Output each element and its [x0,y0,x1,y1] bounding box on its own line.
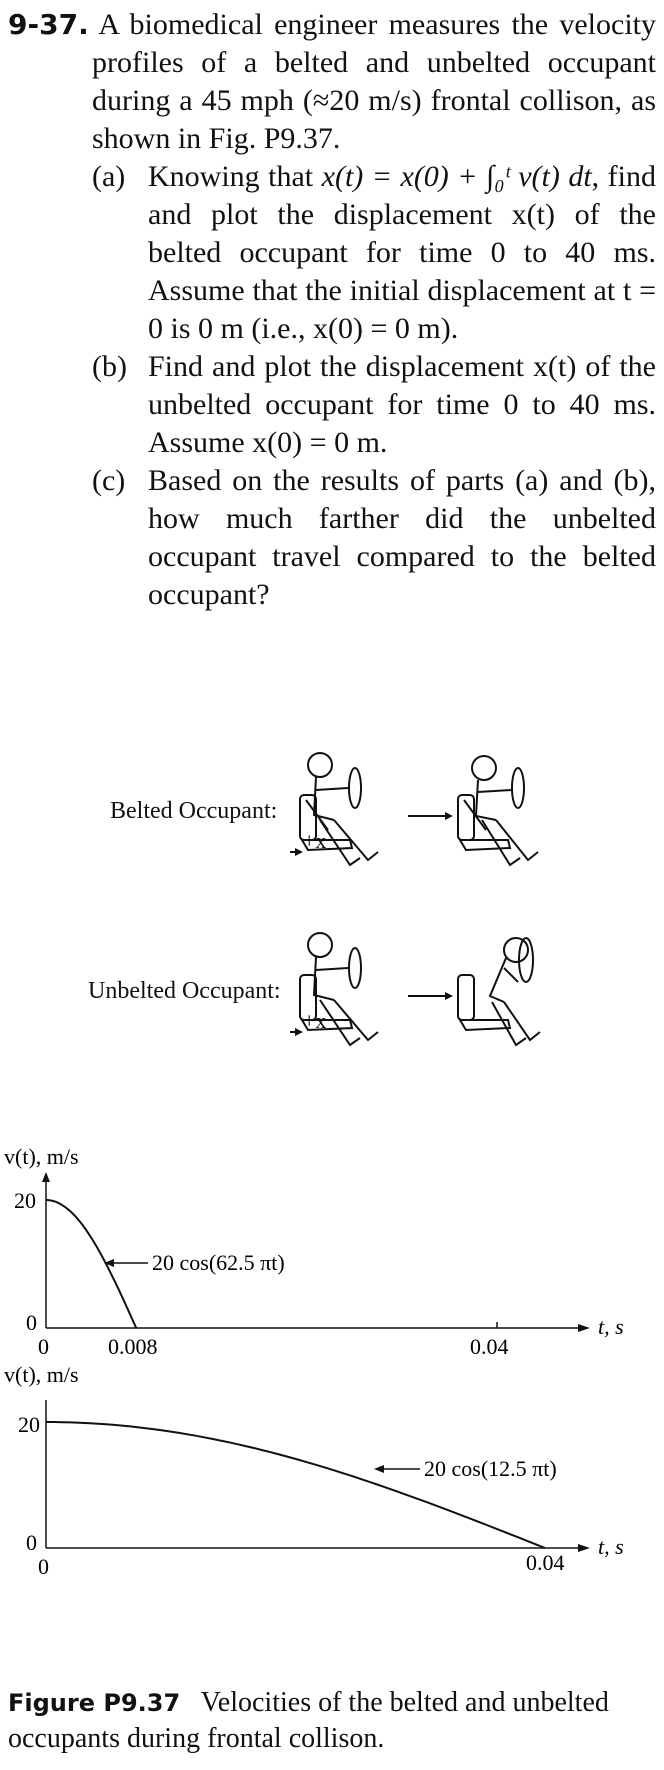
chart-belted-velocity [0,1140,664,1360]
chart2-xtick-004: 0.04 [526,1550,565,1575]
chart2-curve-label: 20 cos(12.5 πt) [424,1456,557,1481]
chart1-curve-label: 20 cos(62.5 πt) [152,1250,285,1275]
chart1-x-axis-arrow [578,1324,590,1332]
chart2-xtick-0: 0 [38,1554,49,1579]
chart2-curve [46,1422,545,1548]
chart1-ylabel: v(t), m/s [4,1144,79,1169]
chart1-xtick-0: 0 [38,1334,49,1359]
chart2-x-axis-arrow [578,1544,590,1552]
chart1-xtick-0008: 0.008 [108,1334,158,1359]
chart-unbelted-velocity [0,1360,664,1580]
part-b-text: Find and plot the displacement x(t) of the unbelted occupant for time 0 to 40 ms. Assume x(0) = 0 m. [148,350,656,459]
part-b [8,348,656,462]
part-a [8,158,656,348]
chart2-ylabel: v(t), m/s [4,1362,79,1387]
part-c-label: (c) [92,464,126,497]
chart1-xlabel: t, s [598,1314,624,1339]
unbelted-axis-label: +x [303,1008,327,1033]
part-a-formula: x(t) = x(0) + ∫₀ᵗ v(t) dt [321,160,592,193]
part-a-text-before: Knowing that [148,160,322,193]
caption-text: Velocities of the belted and unbelted occupants during frontal collison. [8,1687,609,1754]
part-c-text: Based on the results of parts (a) and (b), how much farther did the unbelted occupant travel compared to the belted occupant? [148,464,656,611]
belted-label: Belted Occupant: [110,798,278,824]
part-c [8,462,656,614]
unbelted-occupant-after-icon [458,938,540,1045]
belted-occupant-after-icon [458,756,538,865]
chart1-curve [46,1200,136,1328]
chart1-ytick-20: 20 [14,1188,36,1213]
part-b-label: (b) [92,350,127,383]
chart2-xlabel: t, s [598,1534,624,1559]
figure-caption [8,1685,658,1757]
figure-p9-37 [0,730,664,1670]
chart1-ytick-0: 0 [26,1310,37,1335]
problem-block [8,6,656,614]
chart2-ytick-20: 20 [18,1412,40,1437]
problem-number: 9-37. [8,8,89,41]
unbelted-illustration [290,920,620,1060]
chart1-xtick-004: 0.04 [470,1334,509,1359]
unbelted-label: Unbelted Occupant: [88,978,281,1004]
problem-stem [8,6,656,158]
belted-axis-label: +x [303,828,327,853]
caption-label: Figure P9.37 [8,1689,181,1717]
part-a-text-after: , find and plot the displacement x(t) of the belted occupant for time 0 to 40 ms. Assume that the initial displacement at t = 0 is 0 m (i.e., x(0) = 0 m). [148,160,656,345]
belted-illustration [290,740,620,880]
problem-stem-text: A biomedical engineer measures the velocity profiles of a belted and unbelted occupant during a 45 mph (≈20 m/s) frontal collison, as shown in Fig. P9.37. [92,8,656,155]
chart1-y-axis-arrow [42,1172,50,1182]
chart2-ytick-0: 0 [26,1530,37,1555]
part-a-label: (a) [92,160,126,193]
